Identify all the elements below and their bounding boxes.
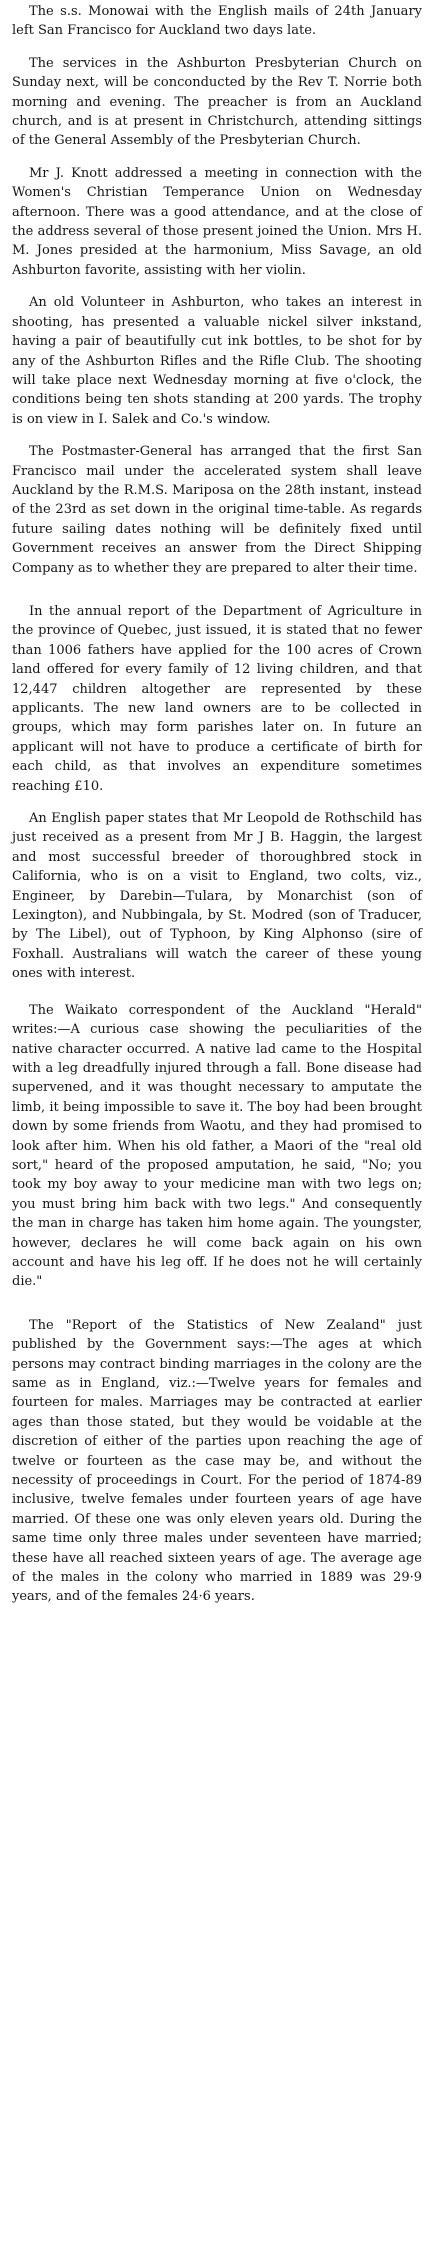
paragraph-temperance-meeting: Mr J. Knott addressed a meeting in connection with the Women's Christian Temperance Union on Wednesday afternoon. There was a good attendance, and at the close of the address several of those present joined the Union. Mrs H. M. Jones presided at the harmonium, Miss Savage, an old Ashburton favorite, assisting with her violin. [12,165,422,278]
paragraph-shooting-trophy: An old Volunteer in Ashburton, who takes an interest in shooting, has presented a valuable nickel silver inkstand, having a pair of beautifully cut ink bottles, to be shot for by any of the Ashburton Rifles and the Rifle Club. The shooting will take place next Wednesday morning at five o'clock, the conditions being ten shots standing at 200 yards. The trophy is on view in I. Salek and Co.'s window. [12,295,422,427]
paragraph-rothschild-colts: An English paper states that Mr Leopold de Rothschild has just received as a present from Mr J B. Haggin, the largest and most successful breeder of thoroughbred stock in California, who is on a visit to England, two colts, viz., Engineer, by Darebin—Tulara, by Monarchist (son of Lexington), and Nubbingala, by St. Modred (son of Traducer, by The Libel), out of Typhoon, by King Alphonso (sire of Foxhall. Australians will watch the career of these young ones with interest. [12,811,422,982]
paragraph-presbyterian-services: The services in the Ashburton Presbyterian Church on Sunday next, will be conconducted by the Rev T. Norrie both morning and evening. The preacher is from an Auckland church, and is at present in Christchurch, attending sittings of the General Assembly of the Presbyterian Church. [12,55,422,149]
paragraph-waikato-correspondent: The Waikato correspondent of the Auckland "Herald" writes:—A curious case showing the peculiarities of the native character occurred. A native lad came to the Hospital with a leg dreadfully injured through a fall. Bone disease had supervened, and it was thought necessary to amputate the limb, it being impossible to save it. The boy had been brought down by some friends from Waotu, and they had promised to look after him. When his old father, a Maori of the "real old sort," heard of the proposed amputation, he said, "No; you took my boy away to your medicine man with two legs on; you must bring him back with two legs." And consequently the man in charge has taken him home again. The youngster, however, declares he will come back again on his own account and have his leg off. If he does not he will certainly die." [12,1002,422,1290]
newspaper-column [12,2,422,1607]
paragraph-statistics-report: The "Report of the Statistics of New Zealand" just published by the Government says:—The ages at which persons may contract binding marriages in the colony are the same as in England, viz.:—Twelve years for females and fourteen for males. Marriages may be contracted at earlier ages than those stated, but they would be voidable at the discretion of either of the parties upon reaching the age of twelve or fourteen as the case may be, and without the necessity of proceedings in Court. For the period of 1874-89 inclusive, twelve females under fourteen years of age have married. Of these one was only eleven years old. During the same time only three males under seventeen have married; these have all reached sixteen years of age. The average age of the males in the colony who married in 1889 was 29·9 years, and of the females 24·6 years. [12,1317,422,1605]
paragraph-monowai-mails: The s.s. Monowai with the English mails of 24th January left San Francisco for Auckland two days late. [12,4,422,39]
paragraph-san-francisco-mail: The Postmaster-General has arranged that the first San Francisco mail under the accelerated system shall leave Auckland by the R.M.S. Mariposa on the 28th instant, instead of the 23rd as set down in the original time-table. As regards future sailing dates nothing will be definitely fixed until Government receives an answer from the Direct Shipping Company as to whether they are prepared to alter their time. [12,444,422,576]
paragraph-quebec-agriculture: In the annual report of the Department of Agriculture in the province of Quebec, just issued, it is stated that no fewer than 1006 fathers have applied for the 100 acres of Crown land offered for every family of 12 living children, and that 12,447 children altogether are represented by these applicants. The new land owners are to be collected in groups, which may form parishes later on. In future an applicant will not have to produce a certificate of birth for each child, as that involves an expenditure sometimes reaching £10. [12,603,422,794]
